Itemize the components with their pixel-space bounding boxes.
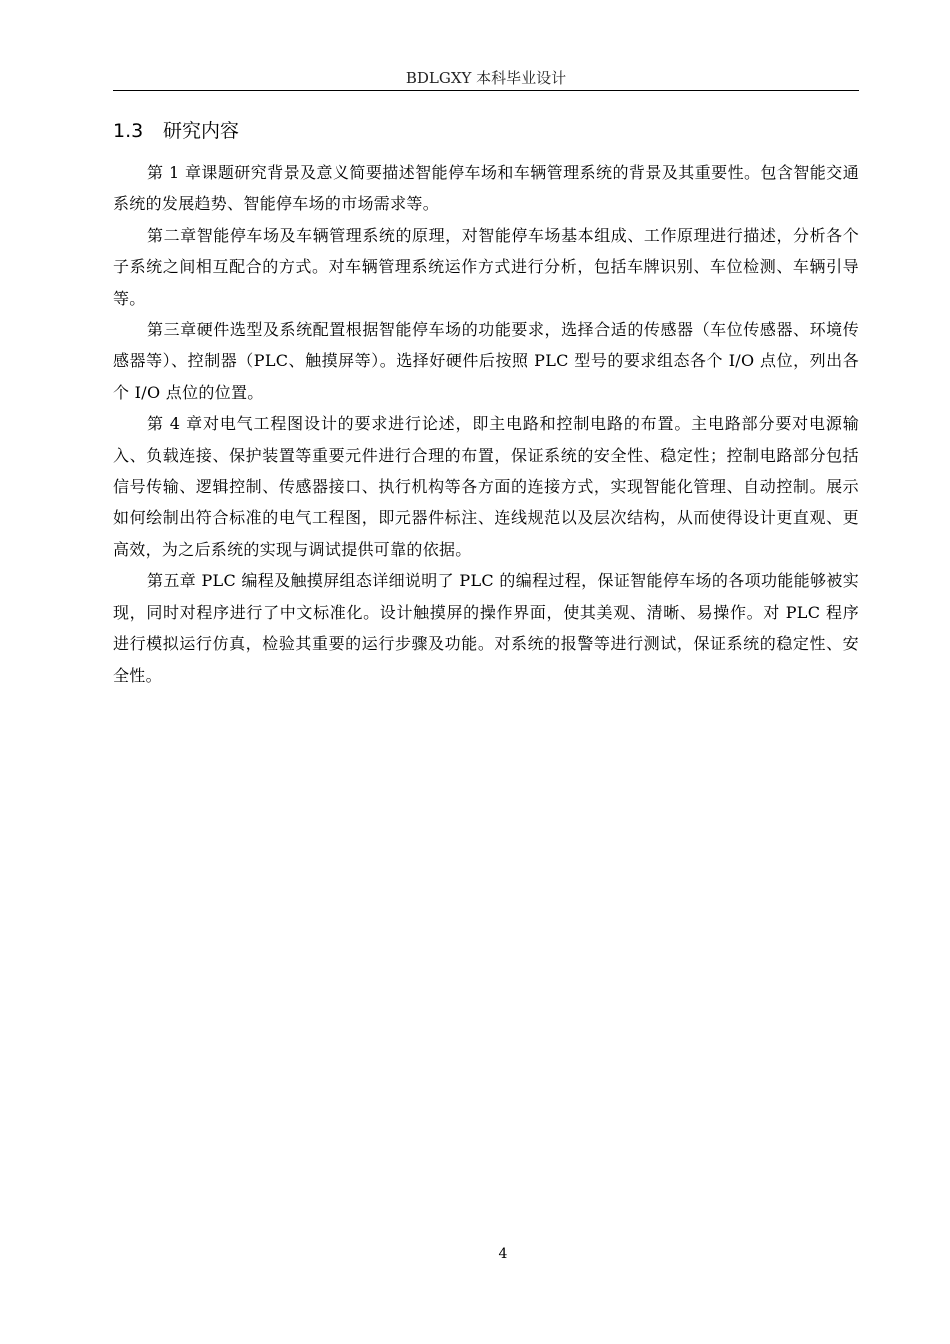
section-title: 研究内容: [163, 120, 240, 142]
section-number: 1.3: [113, 120, 144, 142]
page-header: [113, 66, 859, 91]
paragraph-chapter-3: 第三章硬件选型及系统配置根据智能停车场的功能要求，选择合适的传感器（车位传感器、环境传感器等）、控制器（PLC、触摸屏等）。选择好硬件后按照 PLC 型号的要求组态各个 I/O 点位，列出各个 I/O 点位的位置。: [113, 320, 859, 402]
body-text: [113, 157, 859, 691]
paragraph-chapter-5: 第五章 PLC 编程及触摸屏组态详细说明了 PLC 的编程过程，保证智能停车场的各项功能能够被实现，同时对程序进行了中文标准化。设计触摸屏的操作界面，使其美观、清晰、易操作。对 PLC 程序进行模拟运行仿真，检验其重要的运行步骤及功能。对系统的报警等进行测试，保证系统的稳定性、安全性。: [113, 571, 859, 685]
paragraph-chapter-4: 第 4 章对电气工程图设计的要求进行论述，即主电路和控制电路的布置。主电路部分要对电源输入、负载连接、保护装置等重要元件进行合理的布置，保证系统的安全性、稳定性；控制电路部分包括信号传输、逻辑控制、传感器接口、执行机构等各方面的连接方式，实现智能化管理、自动控制。展示如何绘制出符合标准的电气工程图，即元器件标注、连线规范以及层次结构，从而使得设计更直观、更高效，为之后系统的实现与调试提供可靠的依据。: [113, 414, 859, 559]
section-heading: [113, 116, 239, 146]
page-number: 4: [498, 1246, 508, 1262]
header-title: BDLGXY 本科毕业设计: [405, 69, 567, 87]
paragraph-chapter-2: 第二章智能停车场及车辆管理系统的原理，对智能停车场基本组成、工作原理进行描述，分析各个子系统之间相互配合的方式。对车辆管理系统运作方式进行分析，包括车牌识别、车位检测、车辆引导等。: [113, 225, 859, 308]
paragraph-chapter-1: 第 1 章课题研究背景及意义简要描述智能停车场和车辆管理系统的背景及其重要性。包含智能交通系统的发展趋势、智能停车场的市场需求等。: [113, 163, 859, 214]
